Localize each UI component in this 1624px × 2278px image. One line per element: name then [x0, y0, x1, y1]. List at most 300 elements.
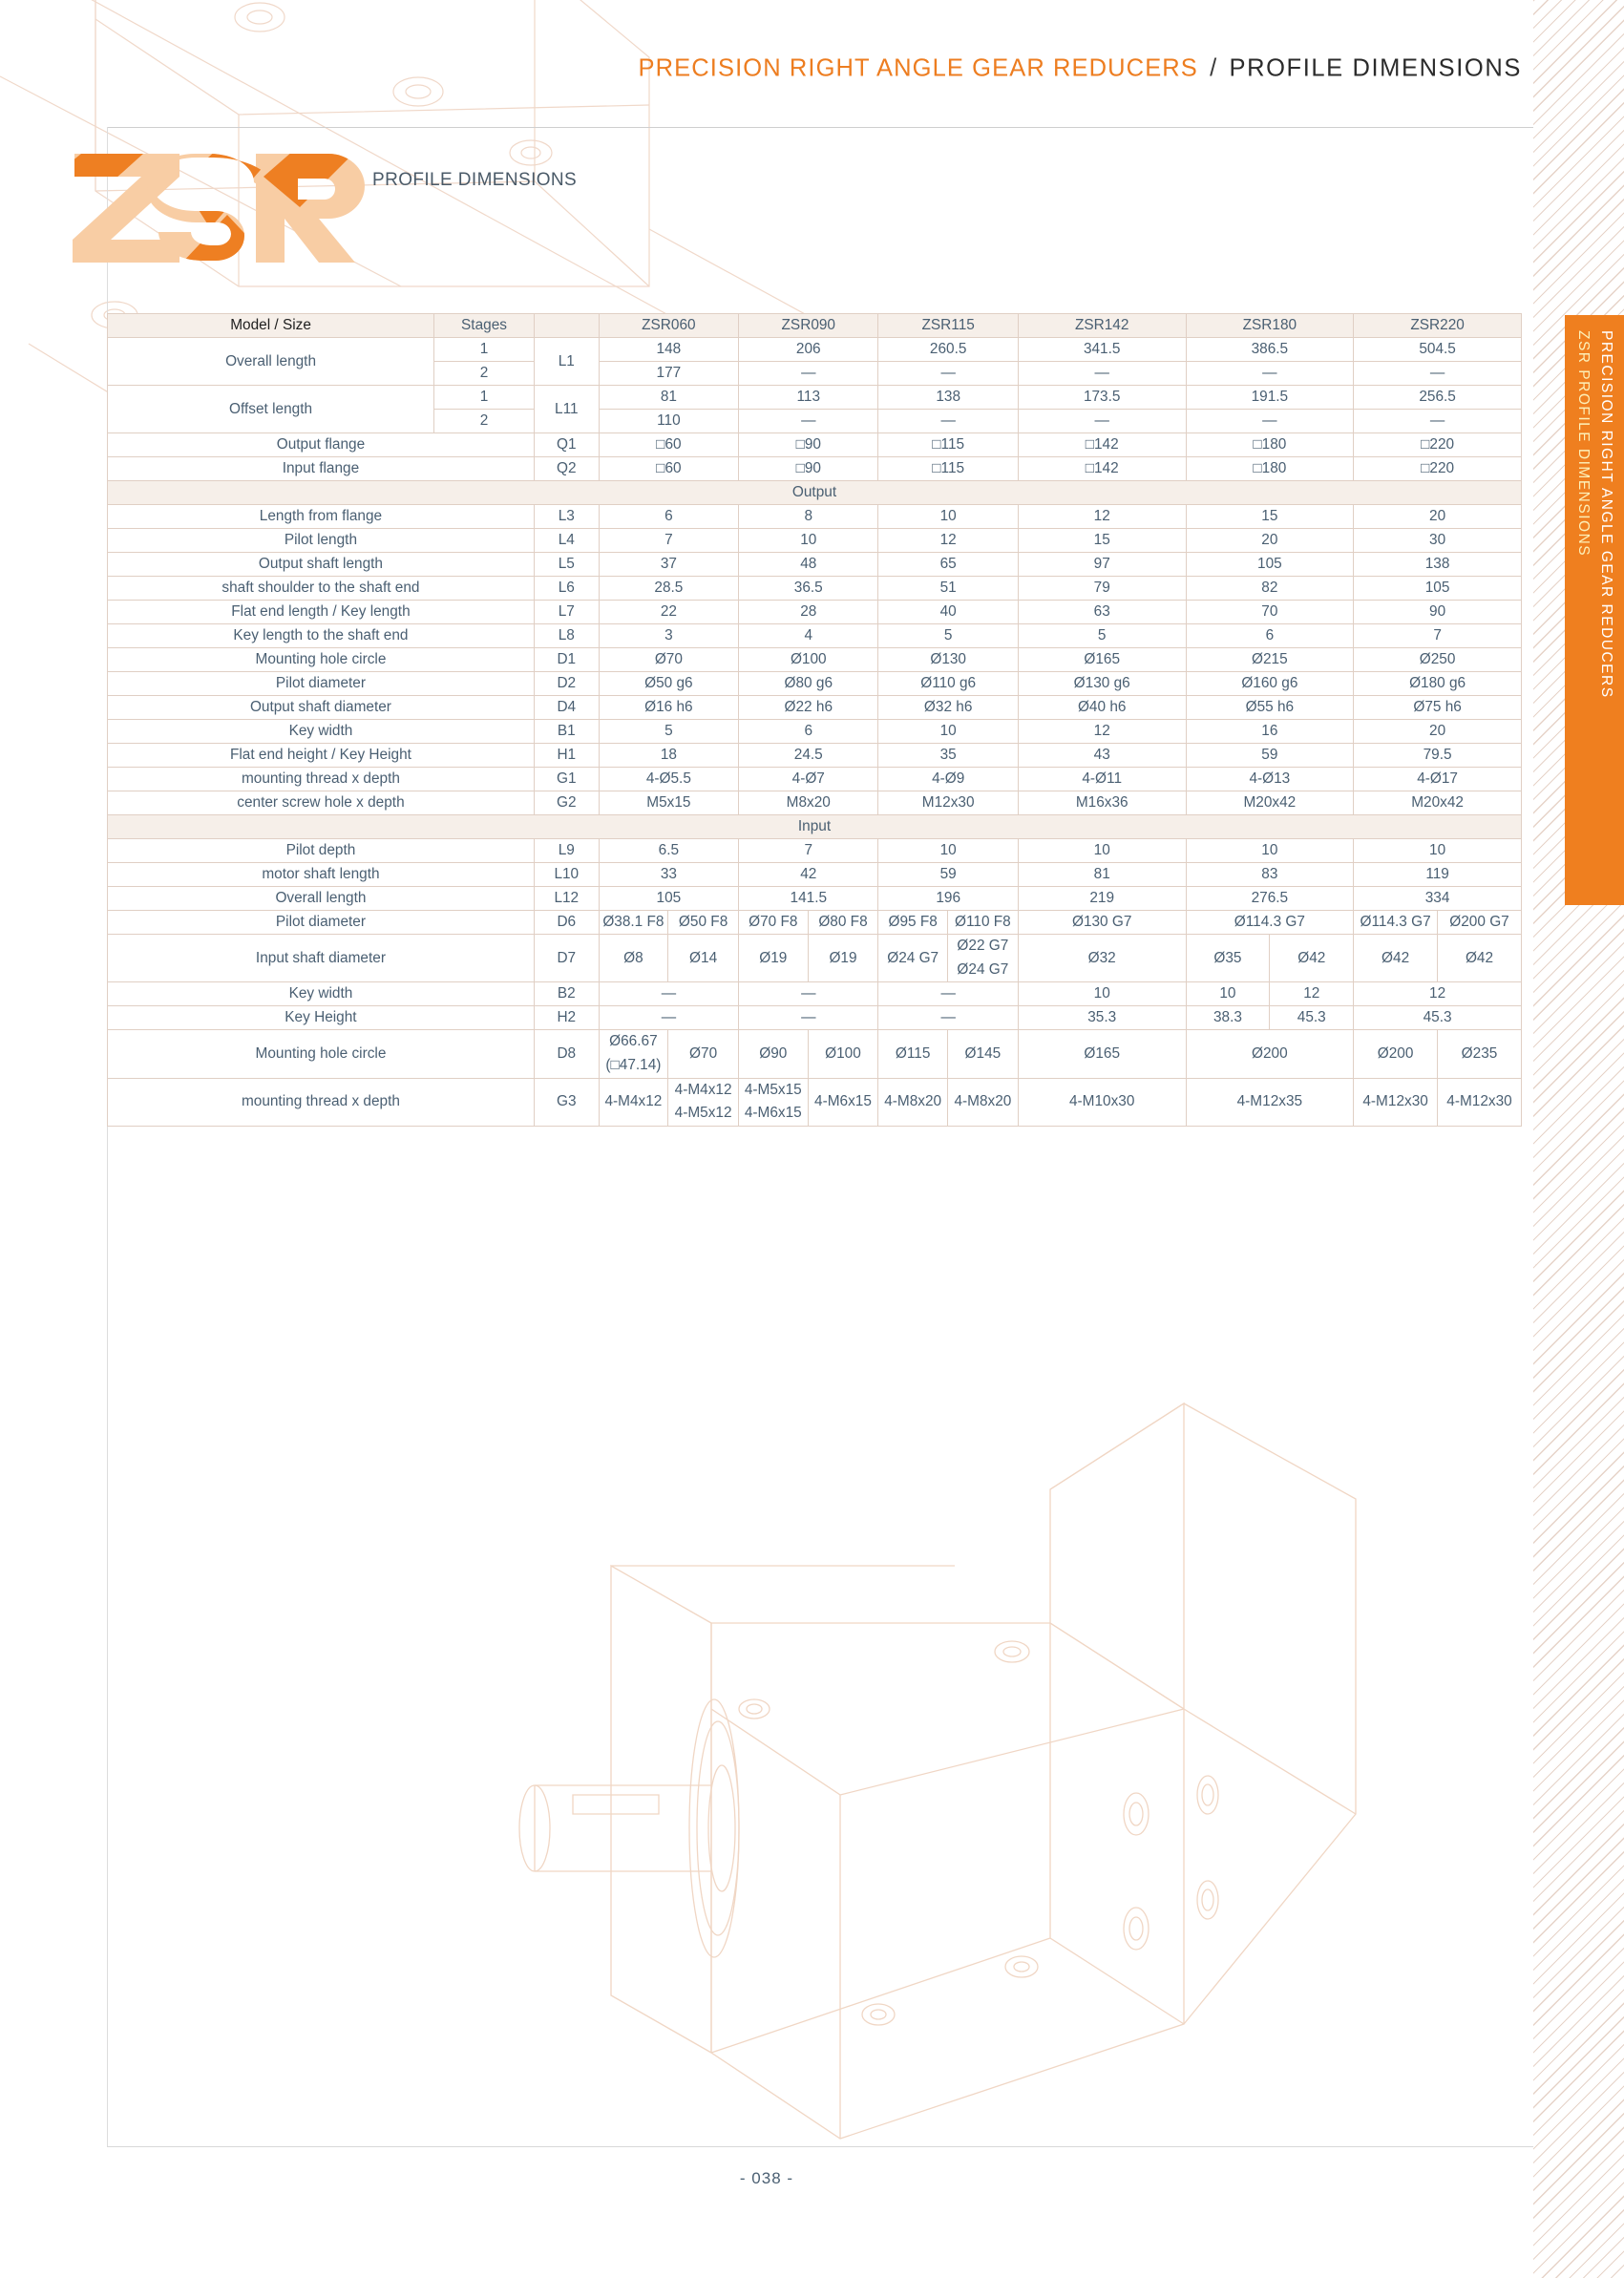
cell: 70 [1186, 601, 1354, 624]
cell: Ø8 [599, 935, 667, 982]
cell: 276.5 [1186, 887, 1354, 911]
cell: Ø50 F8 [668, 911, 739, 935]
header-symbol [534, 314, 599, 338]
cell: 20 [1354, 505, 1522, 529]
table-row [108, 982, 1522, 1006]
row-label: Length from flange [108, 505, 535, 529]
cell: □220 [1354, 457, 1522, 481]
stage-value: 2 [434, 410, 535, 433]
cell: 12 [1354, 982, 1522, 1006]
cell: Ø50 g6 [599, 672, 738, 696]
cell: — [599, 1006, 738, 1030]
cell: Ø80 g6 [739, 672, 878, 696]
zsr-logo-mark [67, 148, 391, 267]
row-symbol: L9 [534, 839, 599, 863]
cell: 6 [1186, 624, 1354, 648]
cell: □60 [599, 457, 738, 481]
cell: Ø235 [1438, 1030, 1522, 1078]
row-symbol: B2 [534, 982, 599, 1006]
table-row [108, 386, 1522, 410]
table-row [108, 338, 1522, 362]
cell: □180 [1186, 457, 1354, 481]
cell: 105 [1354, 577, 1522, 601]
row-label: shaft shoulder to the shaft end [108, 577, 535, 601]
row-symbol: L5 [534, 553, 599, 577]
row-label: Output shaft diameter [108, 696, 535, 720]
cell: □90 [739, 433, 878, 457]
header-title-product: PRECISION RIGHT ANGLE GEAR REDUCERS [638, 54, 1198, 82]
cell: 12 [878, 529, 1018, 553]
cell-stacked: Ø22 G7 Ø24 G7 [947, 935, 1018, 982]
cell: 10 [878, 839, 1018, 863]
cell-stacked: 4-M4x12 4-M5x12 [668, 1078, 739, 1126]
cell: 7 [1354, 624, 1522, 648]
cell: 5 [599, 720, 738, 744]
row-symbol: L11 [534, 386, 599, 433]
cell: M16x36 [1018, 791, 1186, 815]
cell: 138 [1354, 553, 1522, 577]
table-row [108, 791, 1522, 815]
cell: 4-M10x30 [1018, 1078, 1186, 1126]
stage-value: 1 [434, 338, 535, 362]
cell: Ø16 h6 [599, 696, 738, 720]
cell: 10 [1018, 982, 1186, 1006]
cell: □180 [1186, 433, 1354, 457]
table-row [108, 744, 1522, 768]
stage-value: 2 [434, 362, 535, 386]
row-label: Pilot diameter [108, 672, 535, 696]
cell: 260.5 [878, 338, 1018, 362]
cell: — [878, 362, 1018, 386]
cell: 138 [878, 386, 1018, 410]
cell: Ø160 g6 [1186, 672, 1354, 696]
cell: Ø40 h6 [1018, 696, 1186, 720]
cell: 256.5 [1354, 386, 1522, 410]
row-symbol: G3 [534, 1078, 599, 1126]
cell: M20x42 [1354, 791, 1522, 815]
cell: Ø32 [1018, 935, 1186, 982]
cell: 30 [1354, 529, 1522, 553]
header-title [639, 55, 1522, 83]
cell: 82 [1186, 577, 1354, 601]
table-row [108, 505, 1522, 529]
cell: 12 [1018, 720, 1186, 744]
row-label: Key Height [108, 1006, 535, 1030]
cell: 10 [1018, 839, 1186, 863]
cell: Ø165 [1018, 648, 1186, 672]
cell: 4-Ø9 [878, 768, 1018, 791]
table-row [108, 839, 1522, 863]
row-label: Pilot diameter [108, 911, 535, 935]
cell: Ø32 h6 [878, 696, 1018, 720]
cell: — [739, 982, 878, 1006]
spec-table-container [107, 313, 1522, 1127]
row-symbol: L7 [534, 601, 599, 624]
cell: 97 [1018, 553, 1186, 577]
table-row [108, 577, 1522, 601]
row-symbol: D8 [534, 1030, 599, 1078]
cell: — [878, 410, 1018, 433]
table-row [108, 601, 1522, 624]
cell: Ø130 [878, 648, 1018, 672]
cell: 10 [1354, 839, 1522, 863]
cell: 35.3 [1018, 1006, 1186, 1030]
row-symbol: G1 [534, 768, 599, 791]
cell: M12x30 [878, 791, 1018, 815]
cell: 105 [599, 887, 738, 911]
cell: Ø42 [1438, 935, 1522, 982]
cell: — [1018, 410, 1186, 433]
section-header-input: Input [108, 815, 1522, 839]
cell: 110 [599, 410, 738, 433]
cell: □115 [878, 457, 1018, 481]
cell: 12 [1018, 505, 1186, 529]
row-symbol: D7 [534, 935, 599, 982]
cell: □142 [1018, 457, 1186, 481]
cell: Ø70 [668, 1030, 739, 1078]
cell: Ø180 g6 [1354, 672, 1522, 696]
cell: 79.5 [1354, 744, 1522, 768]
cell: 4-Ø11 [1018, 768, 1186, 791]
cell: 4-M12x35 [1186, 1078, 1354, 1126]
row-label: Flat end length / Key length [108, 601, 535, 624]
cell: — [1354, 362, 1522, 386]
cell: M8x20 [739, 791, 878, 815]
row-symbol: D4 [534, 696, 599, 720]
cell: 65 [878, 553, 1018, 577]
cell: 20 [1186, 529, 1354, 553]
stage-value: 1 [434, 386, 535, 410]
header-model-zsr090: ZSR090 [739, 314, 878, 338]
cell: 43 [1018, 744, 1186, 768]
cell: Ø42 [1270, 935, 1354, 982]
cell: Ø145 [947, 1030, 1018, 1078]
cell: 15 [1018, 529, 1186, 553]
cell: Ø114.3 G7 [1354, 911, 1438, 935]
row-label: mounting thread x depth [108, 1078, 535, 1126]
cell: 191.5 [1186, 386, 1354, 410]
cell: Ø38.1 F8 [599, 911, 667, 935]
cell: 113 [739, 386, 878, 410]
table-header [108, 314, 1522, 338]
table-row [108, 529, 1522, 553]
header-model-zsr180: ZSR180 [1186, 314, 1354, 338]
row-symbol: Q1 [534, 433, 599, 457]
table-row [108, 624, 1522, 648]
cell: 219 [1018, 887, 1186, 911]
row-label: mounting thread x depth [108, 768, 535, 791]
cell: Ø100 [739, 648, 878, 672]
cell: Ø114.3 G7 [1186, 911, 1354, 935]
row-label: Overall length [108, 887, 535, 911]
cell: Ø130 g6 [1018, 672, 1186, 696]
cell: Ø115 [878, 1030, 947, 1078]
table-row [108, 433, 1522, 457]
row-symbol: L4 [534, 529, 599, 553]
cell: 334 [1354, 887, 1522, 911]
cell: 79 [1018, 577, 1186, 601]
cell: Ø110 g6 [878, 672, 1018, 696]
row-label: Input flange [108, 457, 535, 481]
cell: 28 [739, 601, 878, 624]
cell: 15 [1186, 505, 1354, 529]
table-body [108, 338, 1522, 1127]
cell: 10 [1186, 839, 1354, 863]
table-row [108, 553, 1522, 577]
page-header [0, 0, 1533, 127]
cell: 4-M8x20 [878, 1078, 947, 1126]
cell: □220 [1354, 433, 1522, 457]
cell: 24.5 [739, 744, 878, 768]
cell: 504.5 [1354, 338, 1522, 362]
cell: Ø22 h6 [739, 696, 878, 720]
header-model-zsr060: ZSR060 [599, 314, 738, 338]
cell: 4-Ø13 [1186, 768, 1354, 791]
row-symbol: D6 [534, 911, 599, 935]
cell: 177 [599, 362, 738, 386]
row-label: Output shaft length [108, 553, 535, 577]
cell: 4-Ø17 [1354, 768, 1522, 791]
cell: — [1018, 362, 1186, 386]
cell: 4-Ø7 [739, 768, 878, 791]
cell: □60 [599, 433, 738, 457]
cell: — [878, 982, 1018, 1006]
cell: 10 [878, 505, 1018, 529]
table-row [108, 935, 1522, 982]
cell: 4-M12x30 [1354, 1078, 1438, 1126]
cell: Ø110 F8 [947, 911, 1018, 935]
cell: 105 [1186, 553, 1354, 577]
cell: 59 [878, 863, 1018, 887]
row-symbol: L8 [534, 624, 599, 648]
cell: 16 [1186, 720, 1354, 744]
cell: □115 [878, 433, 1018, 457]
table-row [108, 672, 1522, 696]
cell: 40 [878, 601, 1018, 624]
cell: — [878, 1006, 1018, 1030]
row-label: Offset length [108, 386, 434, 433]
section-header-output: Output [108, 481, 1522, 505]
cell: □90 [739, 457, 878, 481]
cell: 206 [739, 338, 878, 362]
cell: 10 [878, 720, 1018, 744]
cell: Ø70 F8 [739, 911, 808, 935]
cell: 141.5 [739, 887, 878, 911]
cell: 8 [739, 505, 878, 529]
cell: 35 [878, 744, 1018, 768]
cell: 51 [878, 577, 1018, 601]
header-stages: Stages [434, 314, 535, 338]
cell: 4-M8x20 [947, 1078, 1018, 1126]
cell: 4 [739, 624, 878, 648]
cell: 18 [599, 744, 738, 768]
cell: Ø130 G7 [1018, 911, 1186, 935]
cell: Ø100 [808, 1030, 878, 1078]
footer-rule [107, 2146, 1533, 2147]
row-symbol: L6 [534, 577, 599, 601]
cell: 7 [599, 529, 738, 553]
header-title-separator: / [1210, 54, 1218, 82]
header-title-section: PROFILE DIMENSIONS [1229, 54, 1522, 82]
cell: 6.5 [599, 839, 738, 863]
cell: Ø42 [1354, 935, 1438, 982]
cell: 10 [1186, 982, 1270, 1006]
table-row [108, 696, 1522, 720]
row-label: Pilot depth [108, 839, 535, 863]
cell: M20x42 [1186, 791, 1354, 815]
row-symbol: G2 [534, 791, 599, 815]
cell: Ø200 [1186, 1030, 1354, 1078]
cell: 4-M12x30 [1438, 1078, 1522, 1126]
table-section-row [108, 481, 1522, 505]
cell: — [1354, 410, 1522, 433]
header-model-zsr220: ZSR220 [1354, 314, 1522, 338]
spec-table [107, 313, 1522, 1127]
cell: 5 [1018, 624, 1186, 648]
cell: 6 [739, 720, 878, 744]
cell: 48 [739, 553, 878, 577]
row-label: Output flange [108, 433, 535, 457]
cell: Ø19 [739, 935, 808, 982]
cell: Ø19 [808, 935, 878, 982]
cell: 59 [1186, 744, 1354, 768]
row-symbol: L1 [534, 338, 599, 386]
table-row [108, 720, 1522, 744]
cell: Ø55 h6 [1186, 696, 1354, 720]
cell: Ø90 [739, 1030, 808, 1078]
cell: 22 [599, 601, 738, 624]
table-row [108, 648, 1522, 672]
cell: 90 [1354, 601, 1522, 624]
cell: 83 [1186, 863, 1354, 887]
cell: Ø200 [1354, 1030, 1438, 1078]
cell: 119 [1354, 863, 1522, 887]
side-tab [1565, 315, 1624, 905]
cell: 45.3 [1270, 1006, 1354, 1030]
side-tab-text [1565, 315, 1624, 905]
table-row [108, 1030, 1522, 1078]
cell: — [1186, 362, 1354, 386]
cell: 81 [1018, 863, 1186, 887]
cell: Ø165 [1018, 1030, 1186, 1078]
cell: Ø24 G7 [878, 935, 947, 982]
cell: 196 [878, 887, 1018, 911]
cell: 28.5 [599, 577, 738, 601]
cell: — [739, 1006, 878, 1030]
cell-stacked: 4-M5x15 4-M6x15 [739, 1078, 808, 1126]
header-model-zsr115: ZSR115 [878, 314, 1018, 338]
row-symbol: L3 [534, 505, 599, 529]
row-symbol: B1 [534, 720, 599, 744]
zsr-logo [67, 148, 601, 267]
cell: 4-Ø5.5 [599, 768, 738, 791]
cell: 37 [599, 553, 738, 577]
cell: □142 [1018, 433, 1186, 457]
table-row [108, 863, 1522, 887]
cell: 33 [599, 863, 738, 887]
header-model-size: Model / Size [108, 314, 434, 338]
cell: 36.5 [739, 577, 878, 601]
row-symbol: D2 [534, 672, 599, 696]
cell: 386.5 [1186, 338, 1354, 362]
side-tab-line1: PRECISION RIGHT ANGLE GEAR REDUCERS [1598, 330, 1615, 699]
cell: Ø70 [599, 648, 738, 672]
row-symbol: D1 [534, 648, 599, 672]
row-symbol: H2 [534, 1006, 599, 1030]
table-row [108, 1078, 1522, 1126]
cell: Ø95 F8 [878, 911, 947, 935]
table-row [108, 887, 1522, 911]
row-symbol: L12 [534, 887, 599, 911]
row-symbol: Q2 [534, 457, 599, 481]
header-rule [107, 127, 1533, 128]
cell: 148 [599, 338, 738, 362]
table-row [108, 457, 1522, 481]
cell: 63 [1018, 601, 1186, 624]
cell: Ø75 h6 [1354, 696, 1522, 720]
cell: 4-M4x12 [599, 1078, 667, 1126]
side-tab-line2: ZSR PROFILE DIMENSIONS [1575, 330, 1592, 558]
cell: — [599, 982, 738, 1006]
table-section-row [108, 815, 1522, 839]
cell: 20 [1354, 720, 1522, 744]
row-label: Pilot length [108, 529, 535, 553]
cell: 10 [739, 529, 878, 553]
table-row [108, 1006, 1522, 1030]
row-label: Flat end height / Key Height [108, 744, 535, 768]
row-label: center screw hole x depth [108, 791, 535, 815]
cell: Ø35 [1186, 935, 1270, 982]
cell: 4-M6x15 [808, 1078, 878, 1126]
row-label: Key width [108, 720, 535, 744]
cell: 38.3 [1186, 1006, 1270, 1030]
row-symbol: H1 [534, 744, 599, 768]
cell: 7 [739, 839, 878, 863]
cell: M5x15 [599, 791, 738, 815]
table-row [108, 768, 1522, 791]
row-label: Key length to the shaft end [108, 624, 535, 648]
row-label: Mounting hole circle [108, 648, 535, 672]
cell: 6 [599, 505, 738, 529]
cell: Ø250 [1354, 648, 1522, 672]
row-label: Input shaft diameter [108, 935, 535, 982]
header-row [108, 314, 1522, 338]
cell: Ø80 F8 [808, 911, 878, 935]
cell: Ø200 G7 [1438, 911, 1522, 935]
page-number: - 038 - [739, 2169, 794, 2187]
cell: Ø14 [668, 935, 739, 982]
cell: 3 [599, 624, 738, 648]
cell: 341.5 [1018, 338, 1186, 362]
cell: — [739, 362, 878, 386]
logo-subtitle: PROFILE DIMENSIONS [372, 170, 578, 190]
cell-stacked: Ø66.67 (□47.14) [599, 1030, 667, 1078]
cell: Ø215 [1186, 648, 1354, 672]
cell: 5 [878, 624, 1018, 648]
row-label: Key width [108, 982, 535, 1006]
cell: 12 [1270, 982, 1354, 1006]
cell: 42 [739, 863, 878, 887]
row-symbol: L10 [534, 863, 599, 887]
row-label: Overall length [108, 338, 434, 386]
header-model-zsr142: ZSR142 [1018, 314, 1186, 338]
cell: 173.5 [1018, 386, 1186, 410]
cell: 45.3 [1354, 1006, 1522, 1030]
cell: 81 [599, 386, 738, 410]
row-label: Mounting hole circle [108, 1030, 535, 1078]
cell: — [739, 410, 878, 433]
cell: — [1186, 410, 1354, 433]
